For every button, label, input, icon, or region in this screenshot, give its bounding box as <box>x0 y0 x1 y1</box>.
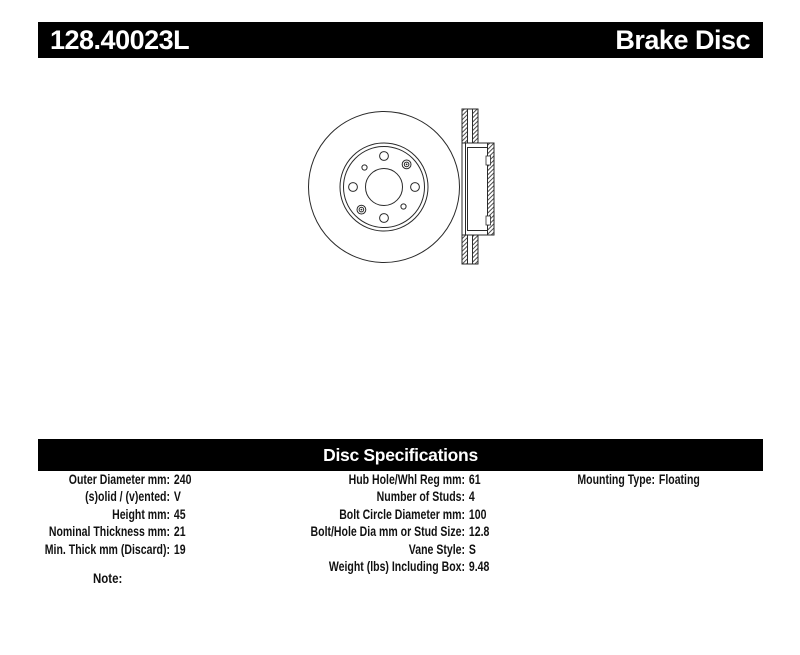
disc-side-view <box>462 109 494 264</box>
spec-row-vane-style: Vane Style: S <box>408 541 476 557</box>
spec-section-title: Disc Specifications <box>323 444 478 465</box>
disc-front-view <box>309 112 460 263</box>
brake-disc-drawing <box>290 90 510 280</box>
spec-column-middle <box>225 471 496 575</box>
spec-column-left <box>0 471 198 558</box>
spec-row-solid-vented: (s)olid / (v)ented: V <box>85 489 181 505</box>
spec-row-height: Height mm: 45 <box>112 506 186 522</box>
spec-row-hub-hole: Hub Hole/Whl Reg mm: 61 <box>348 472 481 487</box>
title-bar <box>38 22 763 58</box>
note-label: Note: <box>93 571 123 586</box>
spec-column-right <box>525 471 713 488</box>
product-type: Brake Disc <box>615 24 750 55</box>
note-row <box>93 571 122 586</box>
hat-inner <box>468 148 488 231</box>
spec-section-header <box>38 439 763 471</box>
part-number: 128.40023L <box>50 24 190 55</box>
flange-notch-top <box>486 156 491 165</box>
spec-row-mounting-type: Mounting Type: Floating <box>577 472 700 487</box>
spec-row-outer-diameter: Outer Diameter mm: 240 <box>68 472 192 487</box>
spec-row-bolt-hole-dia: Bolt/Hole Dia mm or Stud Size: 12.8 <box>310 524 490 540</box>
spec-row-number-of-studs: Number of Studs: 4 <box>376 489 475 505</box>
hub-outer-circle <box>340 143 428 231</box>
spec-row-weight: Weight (lbs) Including Box: 9.48 <box>328 559 490 575</box>
spec-row-nominal-thickness: Nominal Thickness mm: 21 <box>48 524 186 540</box>
flange-notch-bottom <box>486 216 491 225</box>
spec-row-bolt-circle-diameter: Bolt Circle Diameter mm: 100 <box>339 506 487 522</box>
spec-row-min-thick: Min. Thick mm (Discard): 19 <box>44 541 186 557</box>
